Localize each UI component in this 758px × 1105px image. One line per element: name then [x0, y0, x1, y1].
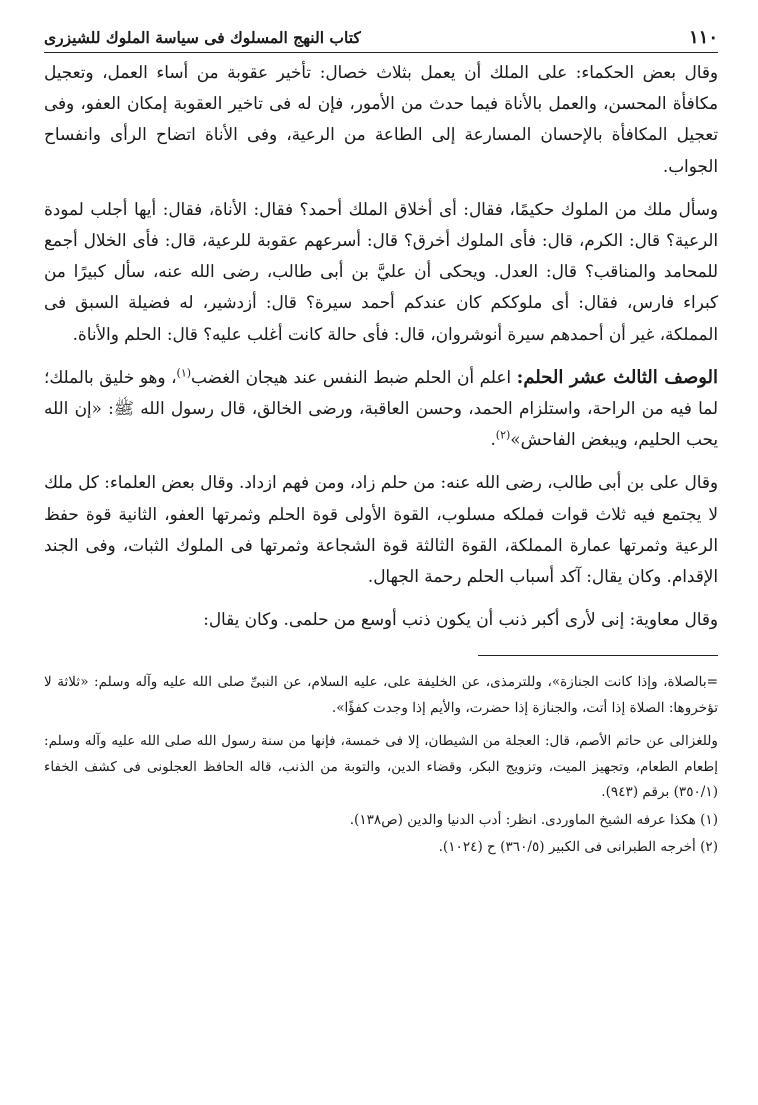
- footnote-ref-1: (١): [176, 366, 192, 380]
- footnote-2: (٢) أخرجه الطبرانى فى الكبير (٣٦٠/٥) ح (١٠٢٤).: [438, 839, 718, 856]
- footnote-ghazali: وللغزالى عن حاتم الأصم، قال: العجلة من الشيطان، إلا فى خمسة، فإنها من سنة رسول الله صلى الله عليه وآله وسلم: إطعام الطعام، وتجهيز الميت، وتزويج البكر، وقضاء الدين، والتوبة من الذنب، قاله الحافظ العجلونى فى كشف الخفاء (٣٥٠/١) برقم (٩٤٣).: [44, 733, 718, 801]
- paragraph-text-part: ، وهو خليق بالملك؛ لما فيه من الراحة، واستلزام الحمد، وحسن العاقبة، ورضى الخالق، قال رسول الله ﷺ: «إن الله يحب الحليم، ويبغض الفاحش»: [44, 366, 718, 450]
- page-header: [44, 26, 718, 53]
- paragraph-forbearance: [44, 362, 718, 456]
- running-title: كتاب النهج المسلوك فى سياسة الملوك للشيزرى: [44, 28, 361, 47]
- footnote-continuation: =بالصلاة، وإذا كانت الجنازة»، وللترمذى، عن الخليفة على، عليه السلام، عن النبىِّ صلى الله عليه وآله وسلم: «ثلاثة لا تؤخروها: الصلاة إذا أتت، والجنازة إذا حضرت، والأيم إذا وجدت كفؤًا».: [44, 674, 718, 716]
- paragraph-king-question: وسأل ملك من الملوك حكيمًا، فقال: أى أخلاق الملك أحمد؟ فقال: الأناة، فقال: أيها أجلب لمودة الرعية؟ قال: الكرم، قال: فأى الملوك أخرق؟ قال: أسرعهم عقوبة للرعية، قال: فأى الخلال أجمع للمحامد والمناقب؟ قال: العدل. ويحكى أن عليَّ بن أبى طالب، رضى الله عنه، سأل كبيرًا من كبراء فارس، فقال: أى ملوككم كان عندكم أحمد سيرة؟ قال: أزدشير، له فضيلة السبق فى المملكة، غير أن أحمدهم سيرة أنوشروان، قال: فأى حالة كانت أغلب عليه؟ قال: الحلم والأناة.: [44, 198, 718, 344]
- paragraph-text-part: .: [490, 429, 496, 450]
- paragraph-wise-sayings: وقال بعض الحكماء: على الملك أن يعمل بثلاث خصال: تأخير عقوبة من أساء العمل، وتعجيل مكافأة المحسن، والعمل بالأناة فيما حدث من الأمور، فإن له فى تاخير العقوبة إمكان العفو، وفى تعجيل المكافأة بالإحسان المسارعة إلى الطاعة من الرعية، وفى الأناة اتضاح الرأى وانفساح الجواب.: [44, 62, 718, 176]
- footnote-ref-2: (٢): [495, 428, 511, 442]
- paragraph-text-part: اعلم أن الحلم ضبط النفس عند هيجان الغضب: [191, 366, 517, 387]
- section-heading: الوصف الثالث عشر الحلم:: [516, 366, 719, 388]
- paragraph-three-powers: وقال على بن أبى طالب، رضى الله عنه: من حلم زاد، ومن فهم ازداد. وقال بعض العلماء: كل ملك لا يجتمع فيه ثلاث قوات فملكه مسلوب، القوة الأولى قوة الحلم وثمرتها العفو، الثانية قوة حفظ الرعية وثمرتها عمارة المملكة، القوة الثالثة قوة الشجاعة وثمرتها فى الملوك الثبات، وفى الجند الإقدام. وكان يقال: آكد أسباب الحلم رحمة الجهال.: [44, 472, 718, 587]
- main-text: [44, 57, 718, 635]
- paragraph-muawiya: وقال معاوية: إنى لأرى أكبر ذنب أن يكون ذنب أوسع من حلمى. وكان يقال:: [203, 609, 718, 630]
- footnote-divider: [478, 655, 718, 656]
- page-number: ١١٠: [688, 27, 718, 48]
- footnotes: [44, 670, 718, 861]
- footnote-1: (١) هكذا عرفه الشيخ الماوردى. انظر: أدب الدنيا والدين (ص١٣٨).: [349, 811, 718, 828]
